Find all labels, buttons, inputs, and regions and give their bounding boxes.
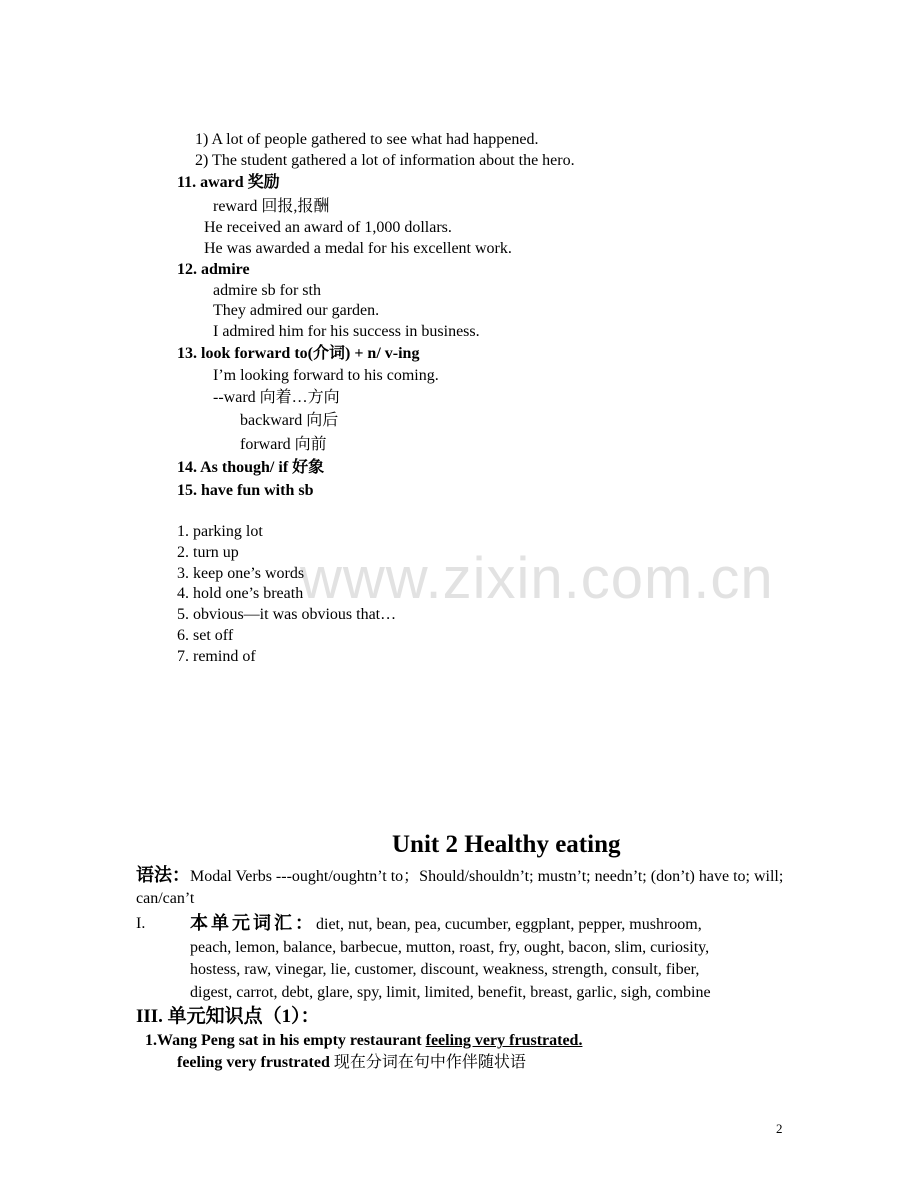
vocab-line-2: peach, lemon, balance, barbecue, mutton, roast, fry, ought, bacon, slim, curiosity,: [190, 939, 710, 956]
look-forward-heading: 13. look forward to(介词) + n/ v-ing: [177, 345, 420, 362]
point-1-underlined: feeling very frustrated.: [425, 1032, 583, 1049]
point-1-text: 1.Wang Peng sat in his empty restaurant: [145, 1032, 426, 1049]
watermark: www.zixin.com.cn: [300, 546, 774, 611]
grammar-continuation: can/can’t: [136, 890, 195, 907]
award-example-2: He was awarded a medal for his excellent work.: [204, 240, 512, 257]
list-item: 1. parking lot: [177, 523, 263, 540]
admire-heading: 12. admire: [177, 261, 250, 278]
point-1-note-phrase: feeling very frustrated: [177, 1054, 330, 1071]
list-item: 4. hold one’s breath: [177, 585, 304, 602]
have-fun-heading: 15. have fun with sb: [177, 482, 314, 499]
point-1-note-text: 现在分词在句中作伴随状语: [329, 1054, 526, 1071]
point-1-sentence: [145, 1031, 582, 1051]
ward-line: --ward 向着…方向: [213, 389, 340, 406]
grammar-text: Modal Verbs ---ought/oughtn’t to；Should/shouldn’t; mustn’t; needn’t; (don’t) have to; will;: [190, 868, 784, 885]
award-heading: 11. award 奖励: [177, 174, 280, 191]
award-reward: reward 回报,报酬: [213, 198, 330, 215]
backward-line: backward 向后: [240, 412, 339, 429]
grammar-label: 语法：: [136, 865, 190, 885]
award-example-1: He received an award of 1,000 dollars.: [204, 219, 452, 236]
page-number: 2: [776, 1121, 783, 1136]
forward-line: forward 向前: [240, 436, 327, 453]
grammar-line: [136, 865, 783, 887]
vocab-label: 本单元词汇：: [190, 913, 316, 933]
vocab-words-1: diet, nut, bean, pea, cucumber, eggplant, pepper, mushroom,: [316, 916, 702, 933]
admire-pattern: admire sb for sth: [213, 282, 321, 299]
vocab-number: I.: [136, 915, 146, 932]
gather-example-2: 2) The student gathered a lot of information about the hero.: [195, 152, 575, 169]
vocab-line-1: [190, 913, 702, 935]
knowledge-points-heading: III. 单元知识点（1）：: [136, 1006, 320, 1027]
list-item: 2. turn up: [177, 544, 239, 561]
vocab-line-4: digest, carrot, debt, glare, spy, limit, limited, benefit, breast, garlic, sigh, combine: [190, 984, 711, 1001]
point-1-note: [177, 1053, 526, 1073]
list-item: 3. keep one’s words: [177, 565, 305, 582]
page-title: Unit 2 Healthy eating: [392, 831, 621, 858]
list-item: 7. remind of: [177, 648, 256, 665]
as-though-heading: 14. As though/ if 好象: [177, 459, 325, 476]
admire-example-2: I admired him for his success in business.: [213, 323, 480, 340]
admire-example-1: They admired our garden.: [213, 302, 380, 319]
vocab-line-3: hostess, raw, vinegar, lie, customer, discount, weakness, strength, consult, fiber,: [190, 961, 700, 978]
list-item: 6. set off: [177, 627, 234, 644]
look-forward-example: I’m looking forward to his coming.: [213, 367, 439, 384]
list-item: 5. obvious—it was obvious that…: [177, 606, 397, 623]
gather-example-1: 1) A lot of people gathered to see what had happened.: [195, 131, 539, 148]
